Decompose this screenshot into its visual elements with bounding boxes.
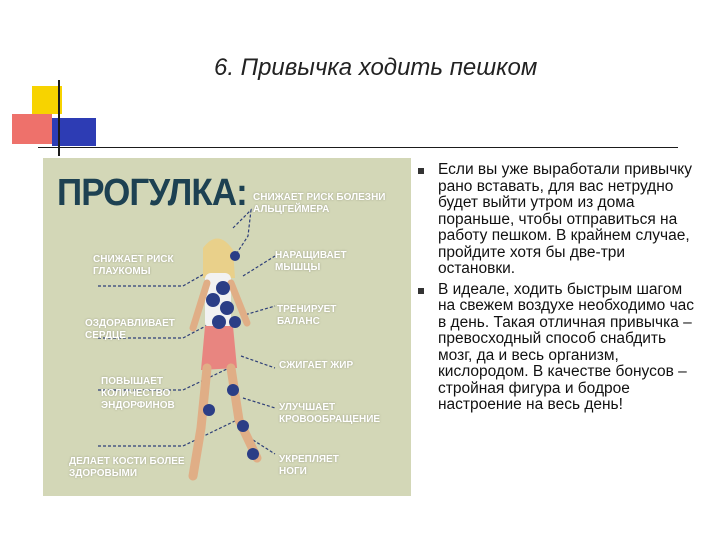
- decor-red-square: [12, 114, 52, 144]
- bullet-square-icon: [418, 288, 424, 294]
- bullet-square-icon: [418, 168, 424, 174]
- title-underline: [38, 147, 678, 148]
- decor-vertical-line: [58, 80, 60, 156]
- label-endorphins: ПОВЫШАЕТ КОЛИЧЕСТВО ЭНДОРФИНОВ: [101, 376, 175, 411]
- walking-infographic: [43, 158, 411, 496]
- bullet-list: [418, 162, 698, 418]
- bullet-item: [418, 282, 698, 414]
- bullet-text: Если вы уже выработали привычку рано вставать, для вас нетрудно будет выйти утром из дома пораньше, чтобы отправиться на работу пешком. В крайнем случае, пройдите хотя бы две-три остановки.: [438, 161, 692, 277]
- label-fat: СЖИГАЕТ ЖИР: [279, 360, 354, 371]
- walking-woman-figure: [193, 238, 257, 476]
- slide-title: 6. Привычка ходить пешком: [214, 54, 538, 81]
- label-circulation: УЛУЧШАЕТ КРОВООБРАЩЕНИЕ: [279, 402, 381, 425]
- label-legs: УКРЕПЛЯЕТ НОГИ: [279, 454, 339, 477]
- label-alzheimer: СНИЖАЕТ РИСК БОЛЕЗНИ АЛЬЦГЕЙМЕРА: [253, 192, 386, 215]
- infographic-heading: ПРОГУЛКА:: [57, 172, 247, 214]
- label-heart: ОЗДОРАВЛИВАЕТ СЕРДЦЕ: [85, 318, 175, 341]
- bullet-item: [418, 162, 698, 278]
- label-muscles: НАРАЩИВАЕТ МЫШЦЫ: [275, 250, 347, 273]
- label-bones: ДЕЛАЕТ КОСТИ БОЛЕЕ ЗДОРОВЫМИ: [69, 456, 185, 479]
- label-glaucoma: СНИЖАЕТ РИСК ГЛАУКОМЫ: [93, 254, 174, 277]
- bullet-text: В идеале, ходить быстрым шагом на свежем воздухе необходимо час в день. Такая отличная привычка – превосходный способ снабдить мозг, да и весь организм, кислородом. В качестве бонусов – стройная фигура и бодрое настроение на весь день!: [438, 280, 695, 413]
- label-balance: ТРЕНИРУЕТ БАЛАНС: [277, 304, 337, 327]
